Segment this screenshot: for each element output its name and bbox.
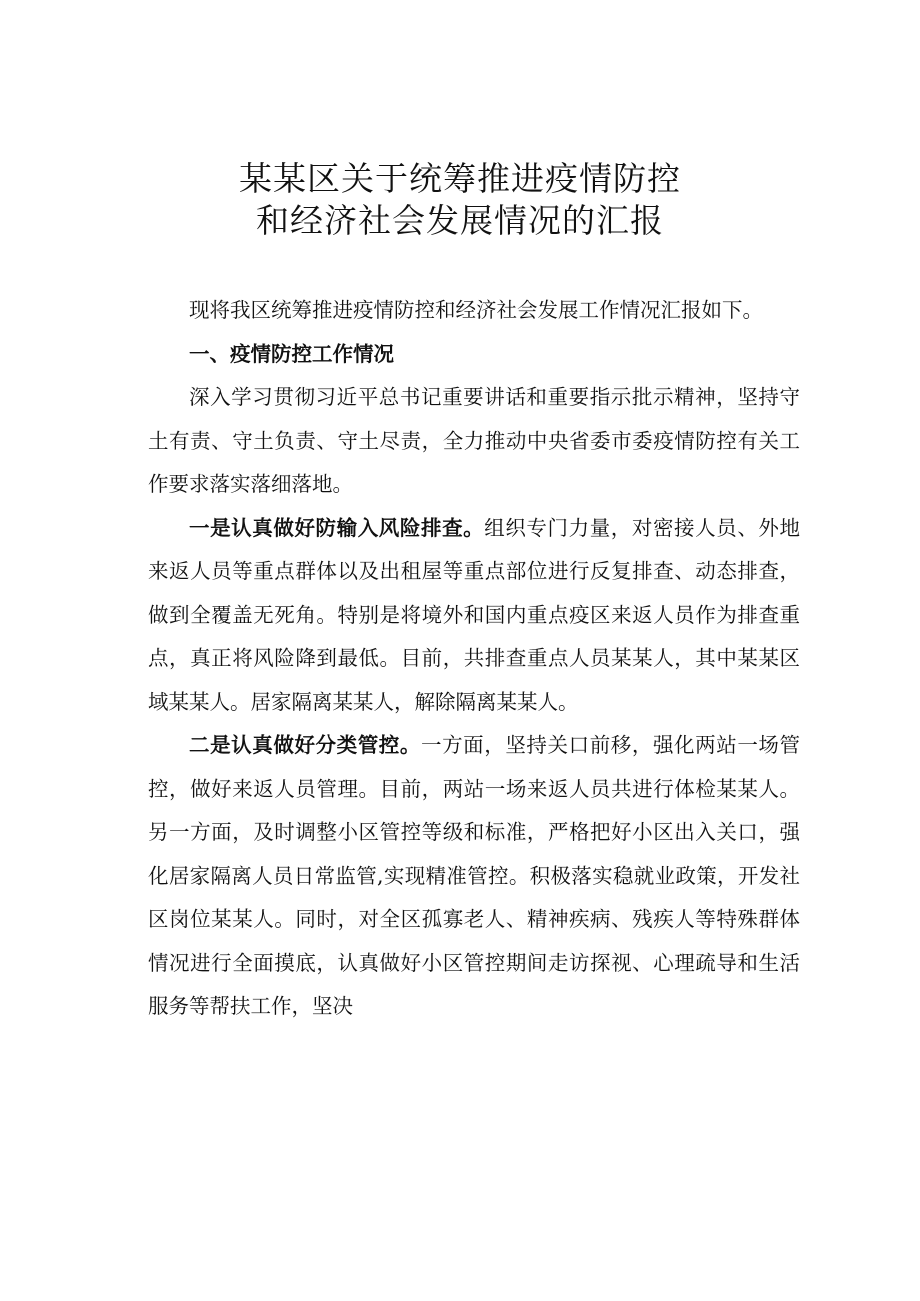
point-1-paragraph [148,507,800,725]
document-title-line-2: 和经济社会发展情况的汇报 [256,201,664,240]
point-1-text: 组织专门力量，对密接人员、外地来返人员等重点群体以及出租屋等重点部位进行反复排查、动态排查，做到全覆盖无死角。特别是将境外和国内重点疫区来返人员作为排查重点，真正将风险降到最低。目前，共排查重点人员某某人，其中某某区域某某人。居家隔离某某人，解除隔离某某人。 [148,515,800,714]
point-2-text: 一方面，坚持关口前移，强化两站一场管控，做好来返人员管理。目前，两站一场来返人员共进行体检某某人。另一方面，及时调整小区管控等级和标准，严格把好小区出入关口，强化居家隔离人员日常监管,实现精准管控。积极落实稳就业政策，开发社区岗位某某人。同时，对全区孤寡老人、精神疾病、残疾人等特殊群体情况进行全面摸底，认真做好小区管控期间走访探视、心理疏导和生活服务等帮扶工作，坚决 [148,733,801,1018]
point-2-paragraph [148,724,800,1029]
document-body [148,289,800,1029]
section-heading: 一、疫情防控工作情况 [189,341,394,366]
point-1-lead: 一是认真做好防输入风险排查。 [189,515,485,540]
document-title-line-1: 某某区关于统筹推进疫情防控 [239,159,681,198]
point-2-lead: 二是认真做好分类管控。 [189,733,421,757]
intro-paragraph: 现将我区统筹推进疫情防控和经济社会发展工作情况汇报如下。 [189,298,763,322]
section-intro-paragraph: 深入学习贯彻习近平总书记重要讲话和重要指示批示精神，坚持守土有责、守土负责、守土尽责，全力推动中央省委市委疫情防控有关工作要求落实落细落地。 [148,385,800,496]
